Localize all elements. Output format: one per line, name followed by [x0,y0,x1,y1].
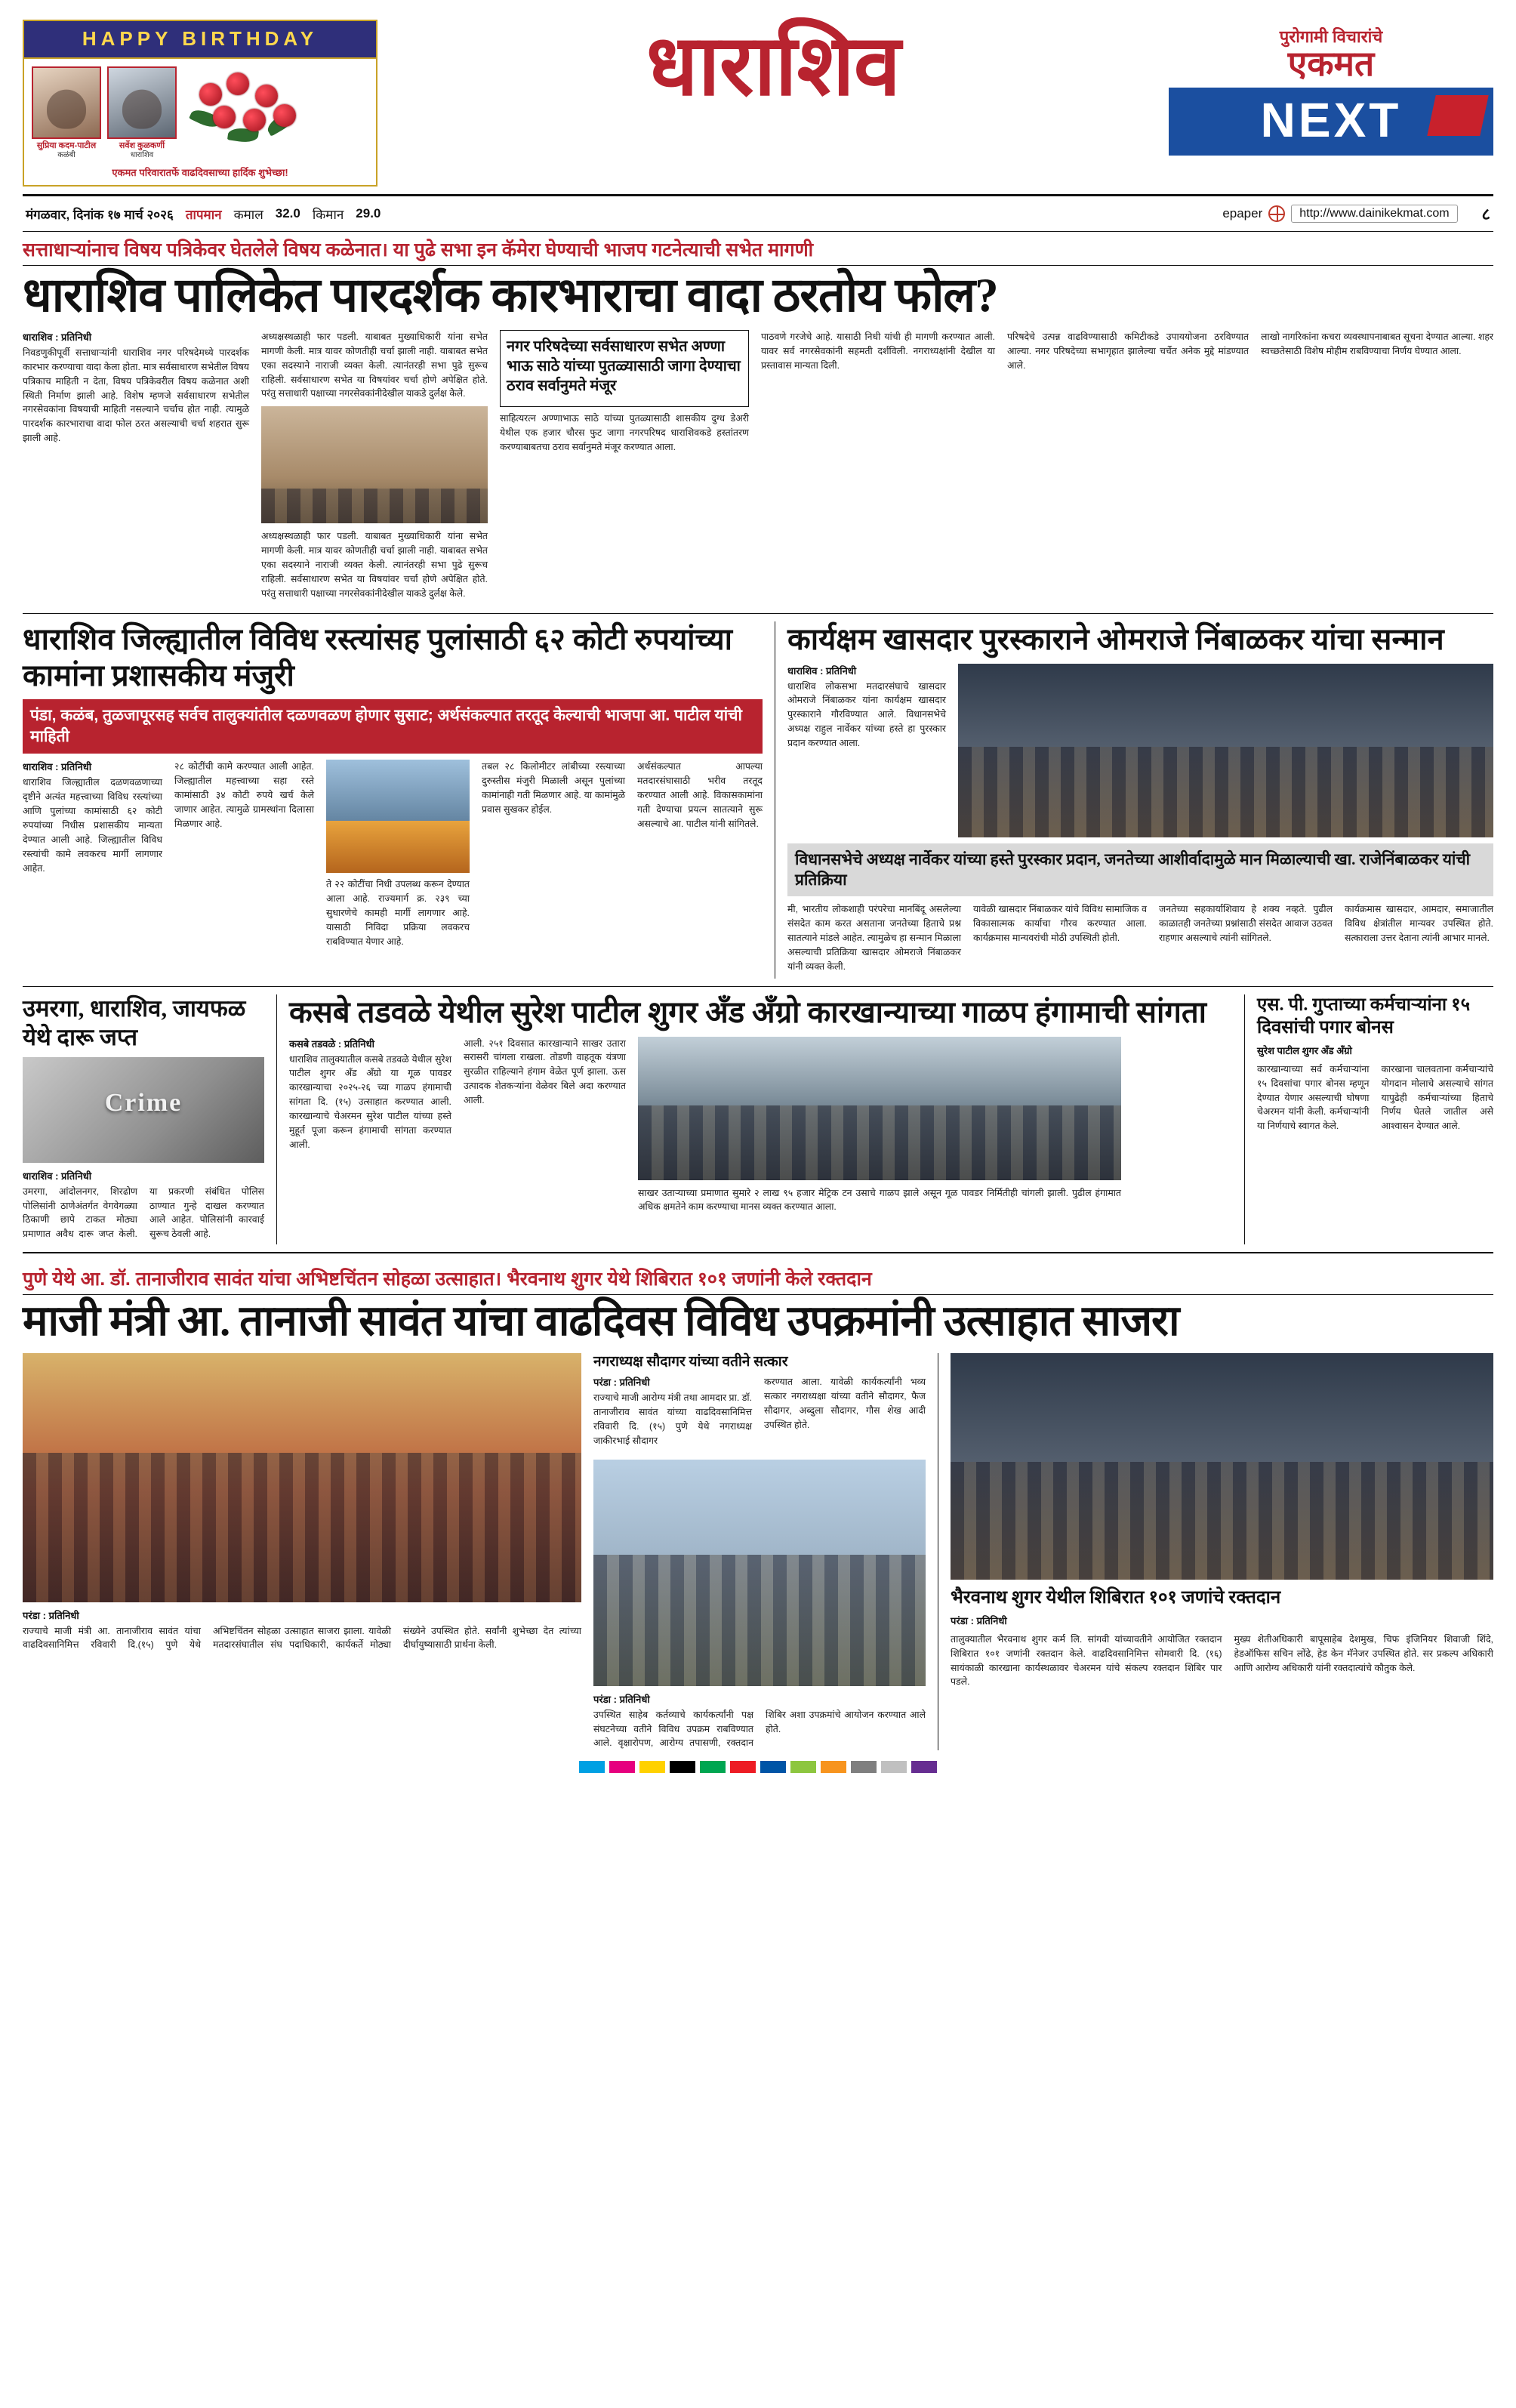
rose-bouquet-icon [183,66,368,150]
color-swatch [670,1761,695,1773]
color-swatch [821,1761,846,1773]
story5-headline: कसबे तडवळे येथील सुरेश पाटील शुगर अँड अँग्रो कारखान्याच्या गाळप हंगामाची सांगता [289,995,1207,1030]
story3-paragraph: जनतेच्या सहकार्याशिवाय हे शक्य नव्हते. पुढील काळातही जनतेच्या प्रश्नांसाठी संसदेत आवाज उठवत राहणार असल्याचे त्यांनी सांगितले. [1159,904,1333,943]
crime-photo-word: Crime [104,1089,183,1118]
brand-logo-block [1169,20,1493,156]
temp-min-value: 29.0 [356,206,381,221]
paper-title-block [388,20,1158,113]
birthday-photos [32,66,177,160]
bottom-center-paragraph: उपस्थित साहेब कर्तव्याचे कार्यकर्त्यांनी पक्ष संघटनेच्या वतीने विविध उपक्रम राबविण्यात आले. वृक्षारोपण, आरोग्य तपासणी, रक्तदान शिबिर अशा उपक्रमांचे आयोजन करण्यात आले होते. [593,1709,926,1749]
story6-headline: एस. पी. गुप्ताच्या कर्मचाऱ्यांना १५ दिवसांची पगार बोनस [1257,995,1471,1038]
lead-body [23,330,1493,606]
color-swatch [851,1761,877,1773]
award-ceremony-photo [958,664,1493,837]
story5-paragraph: धाराशिव तालुक्यातील कसबे तडवळे येथील सुरेश पाटील शुगर अँड अँग्रो या गूळ पावडर कारखान्याचा २०२५-२६ च्या गाळप हंगामाची सांगता दि. (१५) उत्साहात करण्यात आली. कारखान्याचे चेअरमन सुरेश पाटील यांच्या हस्ते मुहूर्त पूजा करून हंगामाची सांगता करण्यात आली. [289,1053,451,1150]
bottom-headline: माजी मंत्री आ. तानाजी सावंत यांचा वाढदिवस विविध उपक्रमांनी उत्साहात साजरा [23,1297,1179,1345]
felicitation-photo [593,1460,926,1686]
color-registration-bar [23,1750,1493,1777]
brand-name: एकमत [1287,45,1375,84]
lead-paragraph: साहित्यरत्न अण्णाभाऊ साठे यांच्या पुतळ्यासाठी शासकीय दुग्ध डेअरी येथील एक हजार चौरस फुट जागा नगरपरिषद धाराशिवकडे हस्तांतरण करण्याबाबतचा ठराव सर्वानुमते मंजूर करण्यात आला. [500,412,749,452]
birthday-person-name: सुप्रिया कदम-पाटील [36,141,97,150]
story5-paragraph: साखर उताऱ्याच्या प्रमाणात सुमारे २ लाख ९५ हजार मेट्रिक टन उसाचे गाळप झाले असून गूळ पावडर निर्मितीही चांगली झाली. पुढील हंगामात अधिक क्षमतेने काम करण्याचा मानस व्यक्त करण्यात आला. [638,1187,1121,1213]
birthday-person-place: धाराशिव [130,151,154,160]
avatar [32,66,101,139]
story2-byline: धाराशिव : प्रतिनिधी [23,761,92,773]
temperature-label: तापमान [185,207,222,222]
story2-paragraph: २८ कोटींची कामे करण्यात आली आहेत. जिल्ह्यातील महत्त्वाच्या सहा रस्ते कामांसाठी ३४ कोटी रुपये खर्च केले जाणार आहेत. त्यामुळे ग्रामस्थांना दिलासा मिळणार आहे. [174,761,314,829]
bottom-sub1-headline: नगराध्यक्ष सौदागर यांच्या वतीने सत्कार [593,1353,788,1370]
story6-paragraph: कारखाना चालवताना कर्मचाऱ्यांचे योगदान मोलाचे असल्याचे सांगत यापुढेही कर्मचाऱ्यांच्या हिताचे निर्णय घेतले जातील असे आश्वासन देण्यात आले. [1381,1063,1493,1132]
color-swatch [730,1761,756,1773]
color-swatch [609,1761,635,1773]
color-swatch [881,1761,907,1773]
color-swatch [790,1761,816,1773]
page-title: धाराशिव [646,20,901,113]
lead-kicker: सत्ताधाऱ्यांनाच विषय पत्रिकेवर घेतलेले विषय कळेनात। या पुढे सभा इन कॅमेरा घेण्याची भाजप गटनेत्याची सभेत मागणी [23,239,814,261]
epaper-link[interactable] [1222,205,1457,223]
factory-group-photo [638,1037,1121,1180]
story2-paragraph: अर्थसंकल्पात आपल्या मतदारसंघासाठी भरीव तरतूद करण्यात आली आहे. विकासकामांना गती देण्याचा प्रयत्न सातत्याने सुरू असल्याचे आ. पाटील यांनी सांगितले. [637,761,763,829]
story3-paragraph: धाराशिव लोकसभा मतदारसंघाचे खासदार ओमराजे निंबाळकर यांना कार्यक्षम खासदार पुरस्काराने गौरविण्यात आले. विधानसभेचे अध्यक्ष राहुल नार्वेकर यांच्या हस्ते हा पुरस्कार प्रदान करण्यात आला. [787,680,946,748]
blood-donation-camp-photo [951,1353,1493,1580]
story2-paragraph: धाराशिव जिल्ह्यातील दळणवळणाच्या दृष्टीने अत्यंत महत्त्वाच्या विविध रस्त्यांच्या आणि पुलांच्या कामांसाठी ६२ कोटी रुपयांच्या निधीस प्रशासकीय मान्यता देण्यात आली आहे. जिल्ह्यातील विविध रस्त्यांची कामे लवकरच मार्गी लागणार आहेत. [23,777,162,874]
temp-max-label: कमाल [233,207,263,222]
lead-paragraph: पाठवणे गरजेचे आहे. यासाठी निधी यांची ही मागणी करण्यात आली. यावर सर्व नगरसेवकांनी सहमती दर्शविली. नगराध्यक्षांनी देखील या प्रस्तावास मान्यता दिली. [761,331,995,371]
issue-date: मंगळवार, दिनांक १७ मार्च २०२६ [26,207,174,222]
story4-paragraph: उमरगा, आंदोलनगर, शिरढोण पोलिसांनी ठाणेअंतर्गत वेगवेगळ्या ठिकाणी छापे टाकत मोठ्या प्रमाणात अवैध दारू जप्त केली. या प्रकरणी संबंधित पोलिस ठाण्यात गुन्हे दाखल करण्यात आले आहेत. पोलिसांनी कारवाई सुरूच ठेवली आहे. [23,1186,264,1240]
story3-byline: धाराशिव : प्रतिनिधी [787,664,857,677]
bottom-left-byline: परंडा : प्रतिनिधी [23,1609,79,1621]
story6-byline: सुरेश पाटील शुगर अँड अँग्रो [1257,1044,1352,1056]
story6-paragraph: कारखान्याच्या सर्व कर्मचाऱ्यांना १५ दिवसांचा पगार बोनस म्हणून देण्यात येणार असल्याची घोषणा चेअरमन यांनी केली. कर्मचाऱ्यांनी या निर्णयाचे स्वागत केले. [1257,1063,1370,1132]
story2-headline: धाराशिव जिल्ह्यातील विविध रस्त्यांसह पुलांसाठी ६२ कोटी रुपयांच्या कामांना प्रशासकीय मंजुरी [23,622,733,692]
bottom-sub1-byline: परंडा : प्रतिनिधी [593,1377,650,1389]
sidebar-story-box [500,330,749,407]
story4-headline: उमरगा, धाराशिव, जायफळ येथे दारू जप्त [23,995,246,1050]
sidebar-story-headline: नगर परिषदेच्या सर्वसाधारण सभेत अण्णा भाऊ साठे यांच्या पुतळ्यासाठी जागा देण्याचा ठराव सर्वानुमते मंजूर [507,338,741,394]
story5-paragraph: आली. २५१ दिवसात कारखान्याने साखर उतारा सरासरी चांगला राखला. तोडणी वाहतूक यंत्रणा सुरळीत राहिल्याने हंगाम वेळेत पूर्ण झाला. ऊस उत्पादक शेतकऱ्यांना वेळेवर बिले अदा करण्यात आली. [464,1038,626,1105]
story3-paragraph: यावेळी खासदार निंबाळकर यांचे विविध सामाजिक व विकासात्मक कार्याचा गौरव करण्यात आला. कार्यक्रमास मान्यवरांची मोठी उपस्थिती होती. [973,904,1147,943]
story2-paragraph: तबल २८ किलोमीटर लांबीच्या रस्त्याच्या दुरुस्तीस मंजुरी मिळाली असून पुलांच्या कामांनाही गती मिळणार आहे. या कामांमुळे प्रवास सुखकर होईल. [482,761,625,816]
bottom-kicker: पुणे येथे आ. डॉ. तानाजीराव सावंत यांचा अभिष्टचिंतन सोहळा उत्साहात। भैरवनाथ शुगर येथे शिबिरात १०१ जणांनी केले रक्तदान [23,1268,872,1290]
birthday-box [23,20,377,187]
story3-headline: कार्यक्षम खासदार पुरस्काराने ओमराजे निंबाळकर यांचा सन्मान [787,622,1444,657]
birthday-person-name: सर्वेश कुळकर्णी [119,141,165,150]
birthday-message: एकमत परिवारातर्फे वाढदिवसाच्या हार्दिक शुभेच्छा! [112,167,288,179]
epaper-label: epaper [1222,206,1263,221]
bottom-left-paragraph: राज्याचे माजी मंत्री आ. तानाजीराव सावंत यांचा वाढदिवसानिमित्त रविवारी दि.(१५) पुणे येथे अभिष्टचिंतन सोहळा उत्साहात साजरा झाला. यावेळी मतदारसंघातील संघ पदाधिकारी, कार्यकर्ते मोठ्या संख्येने उपस्थित होते. सर्वांनी शुभेच्छा देत त्यांच्या दीर्घायुष्यासाठी प्रार्थना केली. [23,1625,581,1651]
story4-byline: धाराशिव : प्रतिनिधी [23,1170,92,1182]
bottom-sub2-headline: भैरवनाथ शुगर येथील शिबिरात १०१ जणांचे रक्तदान [951,1587,1281,1608]
story5-byline: कसबे तडवळे : प्रतिनिधी [289,1038,374,1050]
bottom-section [23,1353,1493,1751]
politician-portrait-photo [326,760,470,873]
lead-paragraph: निवडणुकीपूर्वी सत्ताधाऱ्यांनी धाराशिव नगर परिषदेमध्ये पारदर्शक कारभार करण्याचा वादा केला होता. मात्र सर्वसाधारण सभेतील विषय पत्रिकाच माहिती न देता, विषय पत्रिकेवरील विषय कळेनात अशी स्थिती निर्माण झाली आहे. विशेष म्हणजे सर्वसाधारण सभेतील नगरसेवकांना विषयाची माहिती नसल्याने चर्चाच होत नाही. त्यामुळे पारदर्शक कारभाराचा वादा फोल ठरत असल्याची चर्चा शहरात सुरू झाली आहे. [23,347,249,444]
avatar [107,66,177,139]
birthday-celebration-photo [23,1353,581,1602]
bottom-sub1-paragraph: राज्याचे माजी आरोग्य मंत्री तथा आमदार प्रा. डॉ. तानाजीराव सावंत यांच्या वाढदिवसानिमित्त रविवारी दि. (१५) पुणे येथे नगराध्यक्ष जाकीरभाई सौदागर [593,1392,752,1446]
birthday-title: HAPPY BIRTHDAY [24,21,376,59]
lead-paragraph: अध्यक्षस्थळाही फार पडली. याबाबत मुख्याधिकारी यांना सभेत मागणी केली. मात्र यावर कोणतीही चर्चा झाली नाही. याबाबत सभेत एका सदस्याने नाराजी व्यक्त केली. त्यानंतरही सभा पुढे सुरूच राहिली. सर्वसाधारण सभेत या विषयांवर चर्चा होणे अपेक्षित होते. परंतु सत्ताधारी पक्षाच्या नगरसेवकांनीदेखील याकडे दुर्लक्ष केले. [261,331,488,399]
page-number: ८ [1481,205,1490,224]
divider [23,613,1493,614]
next-logo-text: NEXT [1260,92,1402,147]
color-swatch [911,1761,937,1773]
color-swatch [579,1761,605,1773]
website-url[interactable]: http://www.dainikekmat.com [1291,205,1457,223]
lead-paragraph: लाखो नागरिकांना कचरा व्यवस्थापनाबाबत सूचना देण्यात आल्या. शहर स्वच्छतेसाठी विशेष मोहीम राबविण्याचा निर्णय घेण्यात आला. [1261,331,1493,356]
birthday-person [32,66,101,160]
story3-paragraph: मी, भारतीय लोकशाही परंपरेचा मानबिंदू असलेल्या संसदेत काम करत असताना जनतेच्या हिताचे प्रश्न सातत्याने मांडले आहेत. त्यामुळेच हा सन्मान मिळाला असल्याची प्रतिक्रिया खासदार ओमराजे निंबाळकर यांनी व्यक्त केली. [787,904,961,972]
bottom-sub1-paragraph: करण्यात आला. यावेळी कार्यकर्त्यांनी भव्य सत्कार नगराध्यक्षा यांच्या वतीने सौदागर, फैज सौदागर, अब्दुला सौदागर, गौस शेख आदी उपस्थित होते. [764,1377,926,1430]
bottom-sub2-paragraph: मुख्य शेतीअधिकारी बापूसाहेब देशमुख, चिफ इंजिनियर शिवाजी शिंदे, हेडऑफिस सचिन लोंढे, हेड केन मॅनेजर उपस्थित होते. सर प्रकल्प अधिकारी आणि आरोग्य अधिकारी यांनी रक्तदात्यांचे कौतुक केले. [1234,1633,1493,1673]
color-swatch [700,1761,726,1773]
bottom-center-byline: परंडा : प्रतिनिधी [593,1693,650,1705]
story2-subhead: पंडा, कळंब, तुळजापूरसह सर्वच तालुक्यांतील दळणवळण होणार सुसाट; अर्थसंकल्पात तरतूद केल्याची भाजपा आ. पाटील यांची माहिती [23,699,763,754]
brand-tagline: पुरोगामी विचारांचे [1279,27,1383,46]
divider [23,986,1493,987]
lead-paragraph: अध्यक्षस्थळाही फार पडली. याबाबत मुख्याधिकारी यांना सभेत मागणी केली. मात्र यावर कोणतीही चर्चा झाली नाही. याबाबत सभेत एका सदस्याने नाराजी व्यक्त केली. त्यानंतरही सभा पुढे सुरूच राहिली. सर्वसाधारण सभेत या विषयांवर चर्चा होणे अपेक्षित होते. परंतु सत्ताधारी पक्षाच्या नगरसेवकांनीदेखील याकडे दुर्लक्ष केले. [261,531,488,599]
crime-photo [23,1057,264,1163]
temp-max-value: 32.0 [275,206,300,221]
temp-min-label: किमान [312,207,344,222]
info-bar [23,196,1493,231]
lower-section [23,994,1493,1244]
temple-photo [261,406,488,523]
story3-subhead: विधानसभेचे अध्यक्ष नार्वेकर यांच्या हस्ते पुरस्कार प्रदान, जनतेच्या आशीर्वादामुळे मान मिळाल्याची खा. राजेनिंबाळकर यांची प्रतिक्रिया [787,843,1493,897]
masthead [23,20,1493,187]
story3-paragraph: कार्यक्रमास खासदार, आमदार, समाजातील विविध क्षेत्रांतील मान्यवर उपस्थित होते. सत्काराला उत्तर देताना त्यांनी आभार मानले. [1345,904,1493,943]
color-swatch [639,1761,665,1773]
bottom-sub2-paragraph: तालुक्यातील भैरवनाथ शुगर कर्म लि. सांगवी यांच्यावतीने आयोजित रक्तदान शिबिरात १०१ जणांनी रक्तदान केले. वाढदिवसानिमित्त सोमवारी दि. (१६) सायंकाळी कारखाना कार्यस्थळावर चेअरमन यांचे संकल्प रक्तदान शिबिर पार पडले. [951,1633,1222,1688]
lead-headline: धाराशिव पालिकेत पारदर्शक कारभाराचा वादा ठरतोय फोल? [23,269,998,322]
lead-byline: धाराशिव : प्रतिनिधी [23,331,92,343]
color-swatch [760,1761,786,1773]
birthday-person [107,66,177,160]
birthday-person-place: कळंबी [57,151,75,160]
next-logo [1169,88,1493,156]
bottom-sub2-byline: परंडा : प्रतिनिधी [951,1614,1007,1626]
lead-paragraph: परिषदेचे उत्पन्न वाढविण्यासाठी कमिटीकडे उपाययोजना ठरविण्यात आल्या. नगर परिषदेच्या सभागृहात झालेल्या चर्चेत अनेक मुद्दे मांडण्यात आले. [1007,331,1249,371]
story2-paragraph: ते २२ कोटींचा निधी उपलब्ध करून देण्यात आला आहे. राज्यमार्ग क्र. २३९ च्या सुधारणेचे कामही मार्गी लागणार आहे. यासाठी निविदा प्रक्रिया लवकरच राबविण्यात येणार आहे. [326,879,470,947]
divider [23,1252,1493,1253]
globe-icon [1268,205,1285,222]
mid-section [23,621,1493,979]
